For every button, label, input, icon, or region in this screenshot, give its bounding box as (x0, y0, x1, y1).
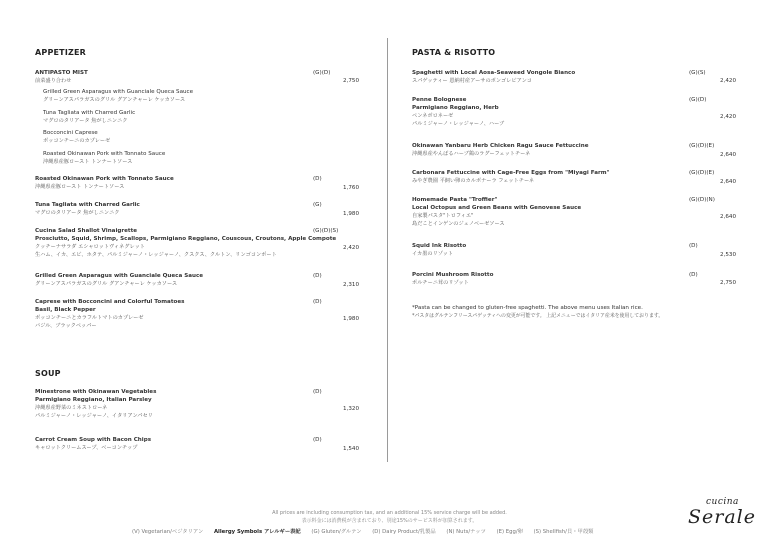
item-name: Okinawan Yanbaru Herb Chicken Ragu Sauce Fettuccine (412, 143, 589, 149)
item-name-jp: スパゲッティー 恩納村産アーサのボンゴレビアンコ (412, 78, 532, 84)
item-name-jp: ポルチーニ茸のリゾット (412, 280, 469, 286)
section-title-appetizer: APPETIZER (35, 48, 87, 57)
item-price: 2,310 (342, 282, 359, 288)
item-allergen: (G) (313, 202, 322, 208)
item-name: Squid Ink Risotto (412, 243, 467, 249)
item-name: ANTIPASTO MIST (35, 70, 88, 76)
menu-item (35, 201, 360, 217)
sub-item-name-jp: 沖縄県産豚ロースト トンナートソース (43, 159, 133, 165)
sub-item-name-jp: ボッコンチーニのカプレーゼ (43, 138, 111, 144)
item-name: Cucina Salad Shallot Vinaigrette (35, 228, 138, 234)
menu-item (35, 298, 360, 330)
item-allergen: (D) (313, 437, 322, 443)
allergy-legend (132, 527, 602, 535)
item-name: Tuna Tagliata with Charred Garlic (35, 202, 140, 208)
legend-gluten: (G) Gluten/グルテン (311, 529, 362, 535)
item-description-jp: バジル、ブラックペッパー (35, 323, 97, 329)
legend-dairy: (D) Dairy Product/乳製品 (372, 529, 436, 535)
item-name-jp: 沖縄県産野菜のミネストローネ (35, 405, 108, 411)
sub-item (35, 109, 368, 125)
item-price: 2,530 (719, 252, 736, 258)
note-text: *Pasta can be changed to gluten-free spaghetti. The above menu uses Italian rice. (412, 305, 643, 311)
item-price: 2,420 (719, 78, 736, 84)
item-name: Penne Bolognese (412, 97, 467, 103)
item-description-jp: 島だことインゲンのジェノベーゼソース (412, 221, 505, 227)
item-allergen: (D) (689, 243, 698, 249)
item-name: Carbonara Fettuccine with Cage-Free Eggs from "Miyagi Farm" (412, 170, 610, 176)
item-description-jp: パルミジャーノ・レッジャーノ、ハーブ (412, 121, 505, 127)
item-allergen: (G)(D)(N) (689, 197, 715, 203)
column-divider (387, 38, 388, 462)
footer-price-note: All prices are including consumption tax, and an additional 15% service charge will be added. (272, 510, 507, 516)
menu-item-antipasto-mist (35, 69, 360, 85)
logo-big-text: Serale (688, 506, 756, 528)
sub-item-name: Bocconcini Caprese (43, 130, 98, 136)
menu-item (412, 142, 742, 158)
item-name: Porcini Mushroom Risotto (412, 272, 494, 278)
item-description: Prosciutto, Squid, Shrimp, Scallops, Parmigiano Reggiano, Couscous, Croutons, Apple Compote (35, 236, 337, 242)
legend-shellfish: (S) Shellfish/貝・甲殻類 (533, 529, 594, 535)
item-allergen: (G)(D)(E) (689, 143, 715, 149)
footer-price-note-jp: 表示料金には消費税が含まれており、別途15%のサービス料が加算されます。 (301, 518, 478, 524)
logo-small-text: cucina (706, 497, 739, 507)
item-price: 2,640 (719, 214, 736, 220)
item-price: 2,750 (719, 280, 736, 286)
menu-item (35, 175, 360, 191)
item-allergen: (D) (689, 272, 698, 278)
menu-item (412, 96, 742, 128)
item-name-jp: 沖縄県産やんばるハーブ鶏のラグーフェットチーネ (412, 151, 531, 157)
item-allergen: (G)(D) (689, 97, 707, 103)
sub-item-name: Grilled Green Asparagus with Guanciale Queca Sauce (43, 89, 194, 95)
item-description: Basil, Black Pepper (35, 307, 96, 313)
item-price: 1,980 (342, 211, 359, 217)
item-description: Local Octopus and Green Beans with Genovese Sauce (412, 205, 582, 211)
item-name-jp: イカ墨のリゾット (412, 251, 454, 257)
item-name-jp: キャロットクリームスープ、ベーコンチップ (35, 445, 138, 451)
item-name-jp: 前菜盛り合わせ (35, 78, 72, 84)
item-name-jp: マグロのタリアータ 焦がしニンニク (35, 210, 120, 216)
item-price: 1,320 (342, 406, 359, 412)
item-allergen: (D) (313, 273, 322, 279)
item-allergen: (D) (313, 176, 322, 182)
item-allergen: (G)(D)(E) (689, 170, 715, 176)
sub-item (35, 129, 368, 145)
item-name-jp: ペンネボロネーゼ (412, 113, 454, 119)
legend-vegetarian: (V) Vegetarian/ベジタリアン (132, 529, 204, 535)
item-name-jp: グリーンアスパラガスのグリル グアンチャーレ ケッカソース (35, 281, 178, 287)
menu-item (412, 196, 742, 228)
item-description: Parmigiano Reggiano, Herb (412, 105, 499, 111)
item-name-jp: ボッコンチーニとカラフルトマトのカプレーゼ (35, 315, 144, 321)
item-name: Carrot Cream Soup with Bacon Chips (35, 437, 152, 443)
section-title-soup: SOUP (35, 369, 61, 378)
item-price: 2,420 (342, 245, 359, 251)
item-price: 2,420 (719, 114, 736, 120)
item-allergen: (D) (313, 299, 322, 305)
item-price: 1,760 (342, 185, 359, 191)
item-allergen: (G)(S) (689, 70, 706, 76)
menu-item (412, 271, 742, 287)
legend-nuts: (N) Nuts/ナッツ (446, 529, 486, 535)
item-name: Roasted Okinawan Pork with Tonnato Sauce (35, 176, 174, 182)
sub-item-name: Tuna Tagliata with Charred Garlic (43, 110, 136, 116)
note-text-jp: *パスタはグルテンフリースパゲッティへの変更が可能です。 上記メニューではイタリア産米を使用しております。 (412, 313, 664, 319)
item-name: Homemade Pasta "Troffier" (412, 197, 498, 203)
item-name: Grilled Green Asparagus with Guanciale Queca Sauce (35, 273, 204, 279)
item-description-jp: 生ハム、イカ、エビ、ホタテ、パルミジャーノ・レッジャーノ、クスクス、クルトン、リンゴコンポート (35, 252, 277, 258)
item-name-jp: 沖縄県産豚ロースト トンナートソース (35, 184, 125, 190)
item-price: 1,980 (342, 316, 359, 322)
menu-item (35, 272, 360, 288)
item-name: Minestrone with Okinawan Vegetables (35, 389, 157, 395)
sub-item-name-jp: グリーンアスパラガスのグリル グアンチャーレ ケッカソース (43, 97, 186, 103)
legend-egg: (E) Egg/卵 (496, 529, 523, 535)
item-allergen: (D) (313, 389, 322, 395)
item-price: 2,750 (342, 78, 359, 84)
item-allergen: (G)(D) (313, 70, 331, 76)
sub-item (35, 150, 368, 166)
menu-item (35, 227, 360, 259)
item-name: Spaghetti with Local Aosa-Seaweed Vongole Bianco (412, 70, 576, 76)
section-title-pasta-risotto: PASTA & RISOTTO (412, 48, 496, 57)
legend-title: Allergy Symbols アレルギー表記 (213, 529, 301, 535)
sub-item (35, 88, 368, 104)
item-price: 1,540 (342, 446, 359, 452)
item-price: 2,640 (719, 152, 736, 158)
menu-item (412, 69, 742, 85)
item-name-jp: みやぎ農園 平飼い卵のカルボナーラ フェットチーネ (412, 178, 535, 184)
pasta-note (412, 304, 742, 320)
item-name: Caprese with Bocconcini and Colorful Tomatoes (35, 299, 185, 305)
menu-item (412, 242, 742, 258)
menu-item (35, 388, 360, 420)
sub-item-name: Roasted Okinawan Pork with Tonnato Sauce (43, 151, 166, 157)
menu-item (412, 169, 742, 185)
item-name-jp: 自家製パスタ"トロフィエ" (412, 213, 474, 219)
item-name-jp: クッチーナサラダ エシャロットヴィネグレット (35, 244, 145, 250)
item-allergen: (G)(D)(S) (313, 228, 339, 234)
item-price: 2,640 (719, 179, 736, 185)
menu-item (35, 436, 360, 452)
item-description: Parmigiano Reggiano, Italian Parsley (35, 397, 152, 403)
item-description-jp: パルミジャーノ・レッジャーノ、イタリアンパセリ (35, 413, 153, 419)
sub-item-name-jp: マグロのタリアータ 焦がしニンニク (43, 118, 128, 124)
